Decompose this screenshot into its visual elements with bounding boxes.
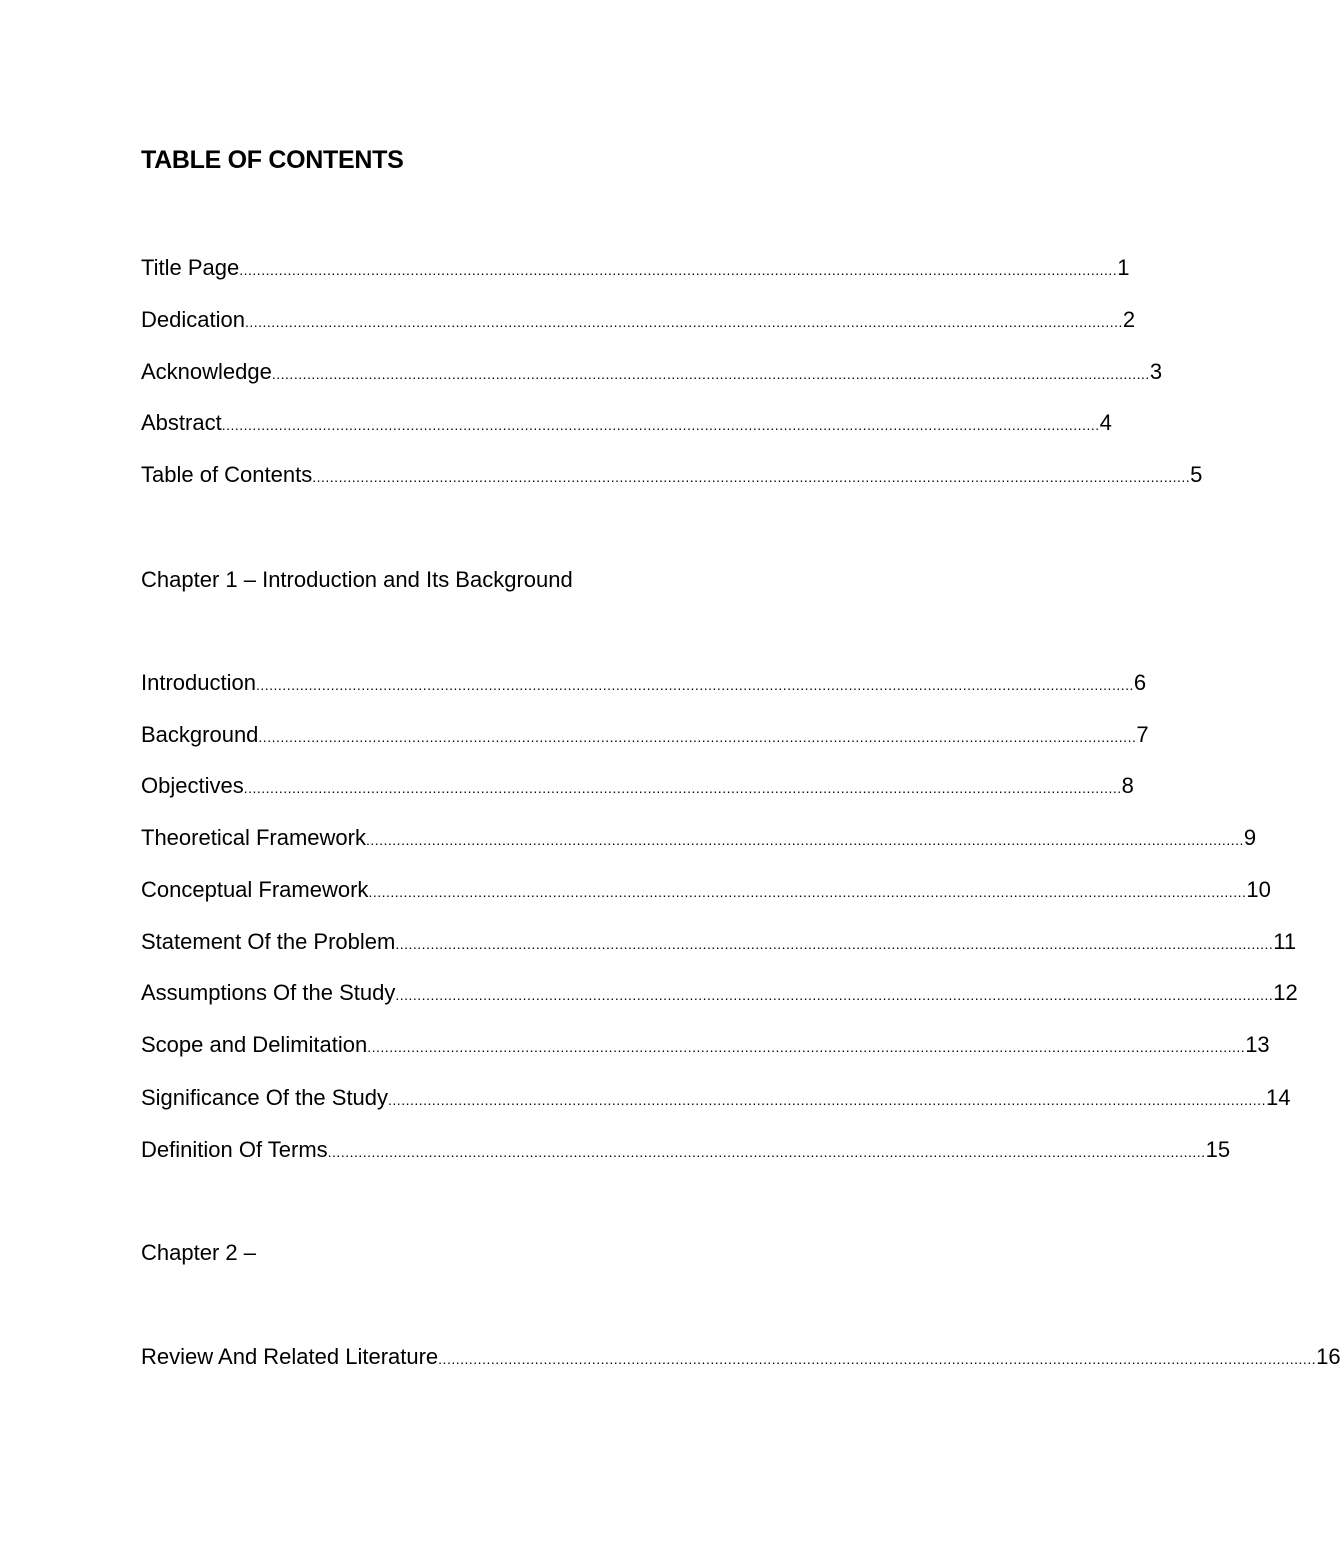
toc-entry-page-number: 14: [1265, 1085, 1291, 1110]
toc-entry-label: Statement Of the Problem: [141, 929, 396, 954]
toc-dot-leader: ........................................................................................................................................................................................................: [243, 780, 1122, 796]
toc-dot-leader: ........................................................................................................................................................................................................: [388, 1092, 1266, 1108]
toc-entry-theoretical-framework[interactable]: [141, 823, 1257, 855]
toc-entry-title-page[interactable]: [141, 253, 1130, 285]
toc-entry-page-number: 13: [1245, 1032, 1270, 1057]
toc-dot-leader: ........................................................................................................................................................................................................: [239, 262, 1118, 278]
toc-entry-label: Dedication: [141, 307, 245, 332]
toc-entry-label: Assumptions Of the Study: [141, 980, 396, 1005]
toc-entry-page-number: 16: [1316, 1344, 1341, 1369]
toc-entry-abstract[interactable]: [141, 408, 1112, 440]
toc-entry-page-number: 11: [1273, 929, 1297, 954]
toc-entry-acknowledge[interactable]: [141, 357, 1163, 389]
toc-entry-label: Objectives: [141, 773, 244, 798]
toc-entry-review-and-related-literature[interactable]: [141, 1342, 1341, 1374]
toc-entry-page-number: 3: [1149, 359, 1163, 384]
toc-dot-leader: ........................................................................................................................................................................................................: [244, 314, 1123, 330]
toc-entry-page-number: 15: [1205, 1137, 1231, 1162]
toc-dot-leader: ........................................................................................................................................................................................................: [395, 987, 1274, 1003]
toc-entry-label: Acknowledge: [141, 359, 272, 384]
toc-entry-page-number: 9: [1243, 825, 1257, 850]
toc-entry-objectives[interactable]: [141, 771, 1134, 803]
toc-dot-leader: ........................................................................................................................................................................................................: [327, 1144, 1206, 1160]
toc-entry-page-number: 5: [1190, 462, 1203, 487]
toc-dot-leader: ........................................................................................................................................................................................................: [258, 729, 1137, 745]
toc-entry-label: Significance Of the Study: [141, 1085, 389, 1110]
toc-entry-page-number: 2: [1122, 307, 1136, 332]
toc-entry-table-of-contents[interactable]: [141, 460, 1203, 492]
toc-entry-page-number: 1: [1117, 255, 1130, 280]
toc-entry-definition-of-terms[interactable]: [141, 1135, 1231, 1167]
toc-dot-leader: ........................................................................................................................................................................................................: [438, 1351, 1317, 1367]
chapter-2-heading: Chapter 2 –: [141, 1240, 256, 1265]
toc-dot-leader: ........................................................................................................................................................................................................: [367, 1039, 1246, 1055]
chapter-1-heading: Chapter 1 – Introduction and Its Background: [141, 567, 573, 592]
toc-entry-label: Theoretical Framework: [141, 825, 366, 850]
toc-dot-leader: ........................................................................................................................................................................................................: [368, 884, 1247, 900]
toc-entry-conceptual-framework[interactable]: [141, 875, 1271, 907]
toc-entry-page-number: 10: [1246, 877, 1271, 902]
toc-entry-label: Introduction: [141, 670, 256, 695]
toc-entry-statement-of-the-problem[interactable]: [141, 927, 1297, 959]
toc-entry-label: Title Page: [141, 255, 240, 280]
toc-dot-leader: ........................................................................................................................................................................................................: [255, 677, 1134, 693]
toc-entry-dedication[interactable]: [141, 305, 1136, 337]
toc-dot-leader: ........................................................................................................................................................................................................: [395, 936, 1274, 952]
toc-entry-label: Definition Of Terms: [141, 1137, 328, 1162]
toc-entry-page-number: 7: [1136, 722, 1149, 747]
toc-entry-label: Background: [141, 722, 259, 747]
page-title: TABLE OF CONTENTS: [141, 146, 404, 174]
toc-dot-leader: ........................................................................................................................................................................................................: [271, 366, 1150, 382]
toc-entry-page-number: 4: [1099, 410, 1112, 435]
toc-entry-page-number: 8: [1121, 773, 1134, 798]
toc-dot-leader: ........................................................................................................................................................................................................: [312, 469, 1191, 485]
toc-entry-introduction[interactable]: [141, 668, 1147, 700]
toc-entry-label: Abstract: [141, 410, 222, 435]
toc-entry-page-number: 6: [1133, 670, 1147, 695]
toc-entry-label: Review And Related Literature: [141, 1344, 439, 1369]
toc-entry-significance-of-the-study[interactable]: [141, 1083, 1291, 1115]
toc-entry-page-number: 12: [1273, 980, 1298, 1005]
toc-entry-label: Conceptual Framework: [141, 877, 369, 902]
toc-entry-label: Scope and Delimitation: [141, 1032, 368, 1057]
toc-entry-label: Table of Contents: [141, 462, 313, 487]
toc-entry-assumptions-of-the-study[interactable]: [141, 978, 1298, 1010]
toc-entry-scope-and-delimitation[interactable]: [141, 1030, 1270, 1062]
toc-dot-leader: ........................................................................................................................................................................................................: [365, 832, 1244, 848]
toc-entry-background[interactable]: [141, 720, 1149, 752]
toc-dot-leader: ........................................................................................................................................................................................................: [221, 417, 1100, 433]
